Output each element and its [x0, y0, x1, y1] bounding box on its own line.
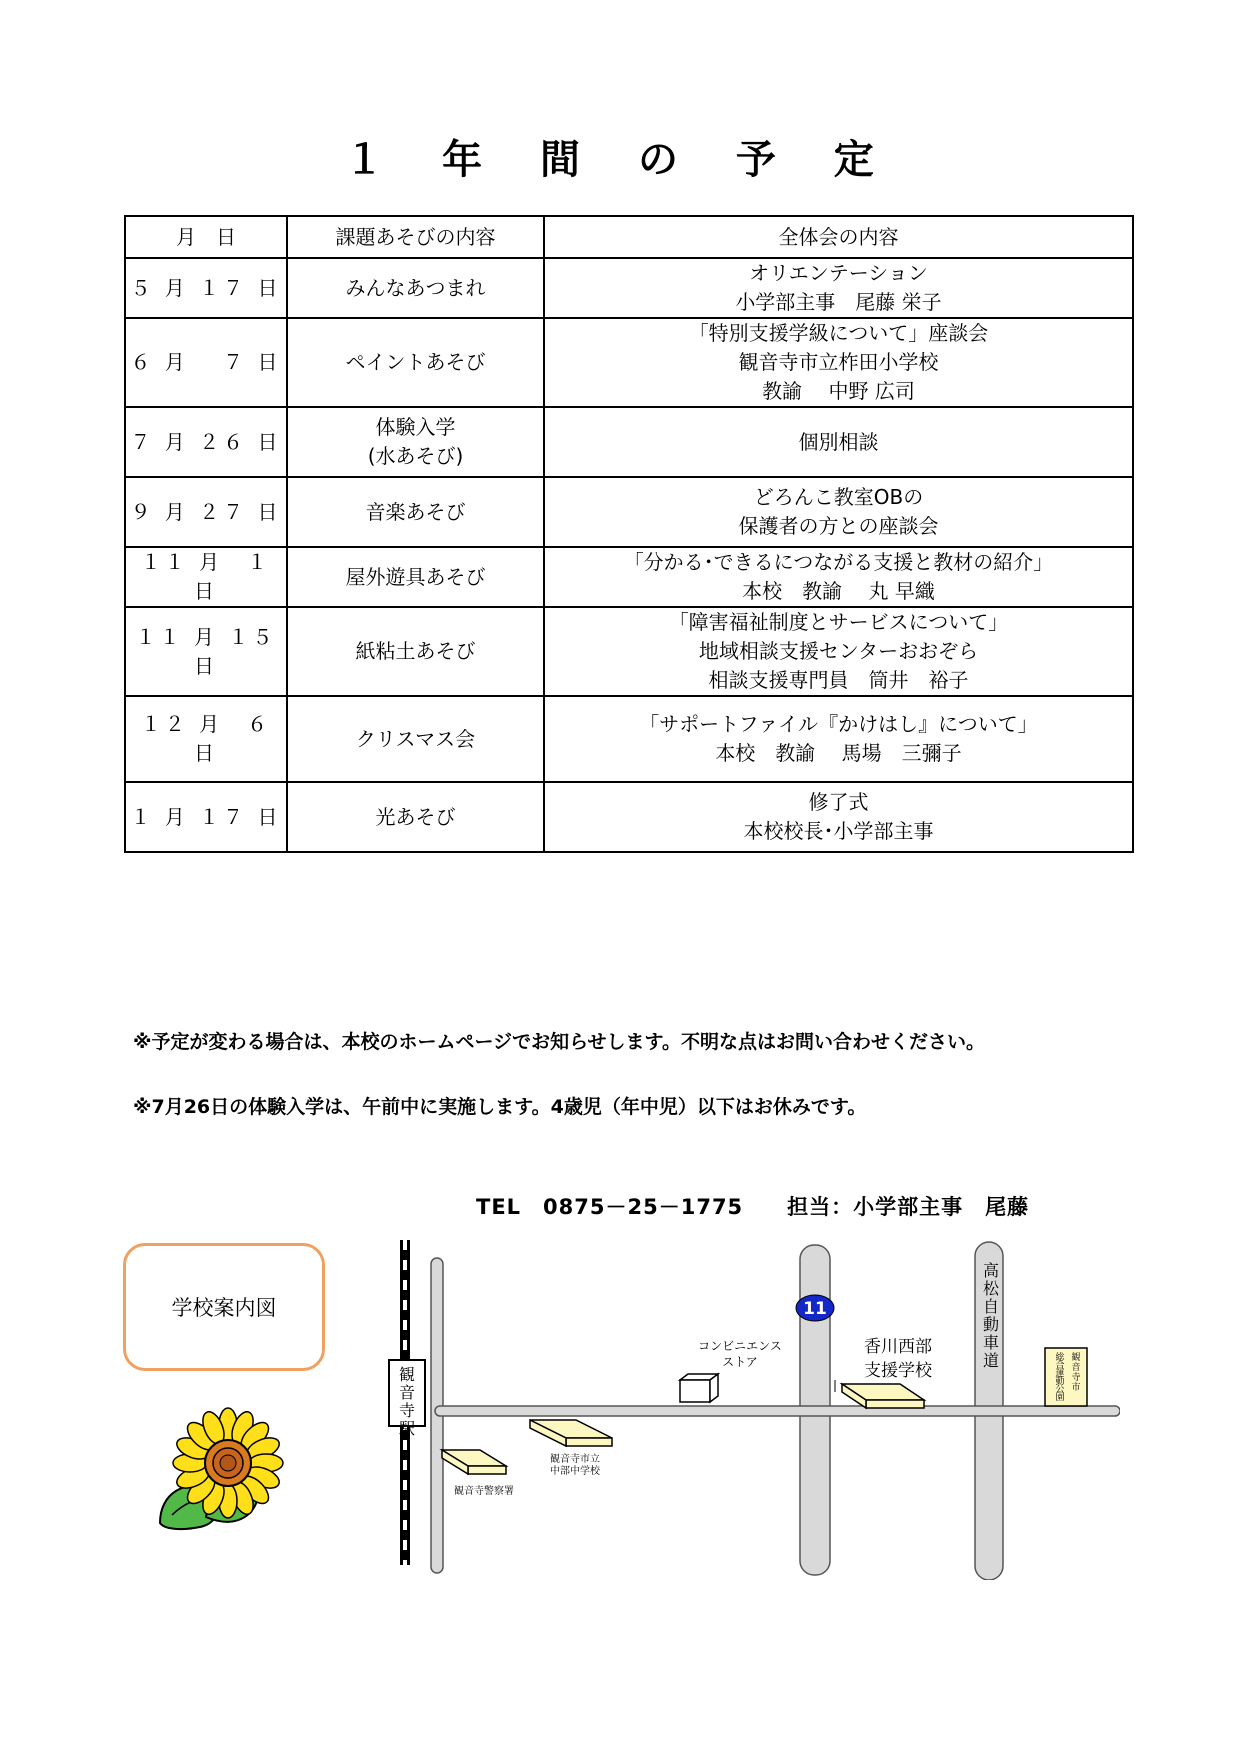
road-east-west	[435, 1406, 1120, 1416]
cell-play	[287, 696, 544, 782]
cell-meeting-line: 個別相談	[798, 429, 879, 454]
page-title: １ 年 間 の 予 定	[344, 137, 896, 183]
cell-meeting	[544, 318, 1133, 407]
table-row	[125, 477, 1133, 547]
note-trial-entry: ※7月26日の体験入学は、午前中に実施します。4歳児（年中児）以下はお休みです。	[133, 1096, 867, 1118]
expressway-label: 高松自動車道	[982, 1261, 1000, 1370]
cell-date: ６ 月 ７ 日	[125, 318, 287, 407]
junior-high-building	[530, 1420, 612, 1446]
table-header-row	[125, 216, 1133, 258]
cell-meeting	[544, 258, 1133, 318]
cell-play-line: 体験入学	[375, 415, 456, 439]
cell-date: ５ 月 １７ 日	[125, 258, 287, 318]
cell-meeting-line: 「特別支援学級について」座談会	[688, 321, 989, 345]
cell-meeting-line: 「サポートファイル『かけはし』について」	[639, 712, 1038, 736]
table-row	[125, 407, 1133, 477]
cell-meeting-line: 小学部主事 尾藤 栄子	[735, 290, 942, 314]
cell-meeting-line: 本校 教諭 馬場 三彌子	[715, 741, 962, 765]
cell-meeting	[544, 782, 1133, 852]
cell-meeting-line: 地域相談支援センターおおぞら	[698, 639, 979, 663]
park-label-line1: 観音寺市	[1071, 1353, 1081, 1393]
contact-line: TEL 0875－25－1775 担当：小学部主事 尾藤	[476, 1195, 1030, 1219]
cell-meeting	[544, 477, 1133, 547]
table-row	[125, 318, 1133, 407]
note-schedule-change: ※予定が変わる場合は、本校のホームページでお知らせします。不明な点はお問い合わせください。	[133, 1031, 986, 1053]
cell-meeting-line: 「分かる･できるにつながる支援と教材の紹介」	[623, 550, 1054, 574]
cell-play	[287, 258, 544, 318]
cell-meeting-line: 相談支援専門員 筒井 裕子	[708, 668, 969, 692]
table-row	[125, 607, 1133, 696]
police-building	[442, 1450, 506, 1474]
store-building	[680, 1374, 718, 1402]
cell-date: １１ 月 １ 日	[125, 547, 287, 607]
cell-play-line: ペイントあそび	[345, 350, 486, 374]
table-row	[125, 258, 1133, 318]
cell-play-line: 紙粘土あそび	[355, 639, 476, 663]
cell-date: １２ 月 ６ 日	[125, 696, 287, 782]
store-label-line1: コンビニエンス	[698, 1339, 782, 1353]
school-guide-label: 学校案内図	[171, 1296, 277, 1320]
header-play: 課題あそびの内容	[287, 216, 544, 258]
cell-play-line: みんなあつまれ	[345, 275, 486, 300]
cell-play	[287, 547, 544, 607]
station-label: 観音寺駅	[398, 1365, 416, 1438]
cell-meeting-line: 観音寺市立柞田小学校	[738, 350, 939, 374]
cell-play	[287, 607, 544, 696]
cell-meeting	[544, 407, 1133, 477]
junior-high-label-line1: 観音寺市立	[550, 1454, 600, 1465]
school-label-line1: 香川西部	[864, 1337, 932, 1357]
school-building	[842, 1384, 924, 1408]
cell-play	[287, 477, 544, 547]
schedule-table	[124, 215, 1134, 853]
cell-play-line: 音楽あそび	[365, 499, 466, 524]
cell-play-line: (水あそび)	[367, 444, 464, 468]
cell-meeting-line: オリエンテーション	[749, 261, 928, 285]
school-guide-box	[123, 1243, 325, 1371]
header-meeting: 全体会の内容	[544, 216, 1133, 258]
park-label-line2: 総合運動公園	[1055, 1353, 1065, 1403]
cell-meeting	[544, 607, 1133, 696]
schedule-body	[125, 258, 1133, 852]
cell-play	[287, 318, 544, 407]
cell-meeting	[544, 696, 1133, 782]
cell-meeting-line: 修了式	[808, 790, 869, 814]
cell-date: １１ 月 １５ 日	[125, 607, 287, 696]
cell-meeting-line: 教諭 中野 広司	[762, 379, 915, 403]
cell-play-line: 光あそび	[375, 804, 456, 829]
school-label-line2: 支援学校	[864, 1361, 932, 1381]
table-row	[125, 696, 1133, 782]
park-box	[1045, 1348, 1087, 1406]
table-row	[125, 547, 1133, 607]
table-row	[125, 782, 1133, 852]
store-label-line2: ストア	[722, 1355, 758, 1369]
school-map	[380, 1240, 1120, 1580]
cell-date: １ 月 １７ 日	[125, 782, 287, 852]
junior-high-label-line2: 中部中学校	[550, 1466, 600, 1477]
cell-play	[287, 782, 544, 852]
sunflower-icon	[150, 1405, 300, 1535]
cell-meeting-line: 本校校長･小学部主事	[743, 819, 934, 843]
cell-meeting-line: 保護者の方との座談会	[738, 514, 939, 538]
route-11-label: 11	[803, 1299, 827, 1319]
cell-date: ７ 月 ２６ 日	[125, 407, 287, 477]
cell-meeting-line: どろんこ教室OBの	[753, 485, 924, 509]
cell-play-line: 屋外遊具あそび	[345, 564, 486, 589]
cell-date: ９ 月 ２７ 日	[125, 477, 287, 547]
police-label: 観音寺警察署	[454, 1486, 514, 1497]
header-date: 月 日	[125, 216, 287, 258]
cell-meeting-line: 本校 教諭 丸 早織	[742, 579, 935, 603]
cell-meeting	[544, 547, 1133, 607]
cell-meeting-line: 「障害福祉制度とサービスについて」	[668, 610, 1009, 634]
cell-play-line: クリスマス会	[355, 726, 476, 751]
cell-play	[287, 407, 544, 477]
